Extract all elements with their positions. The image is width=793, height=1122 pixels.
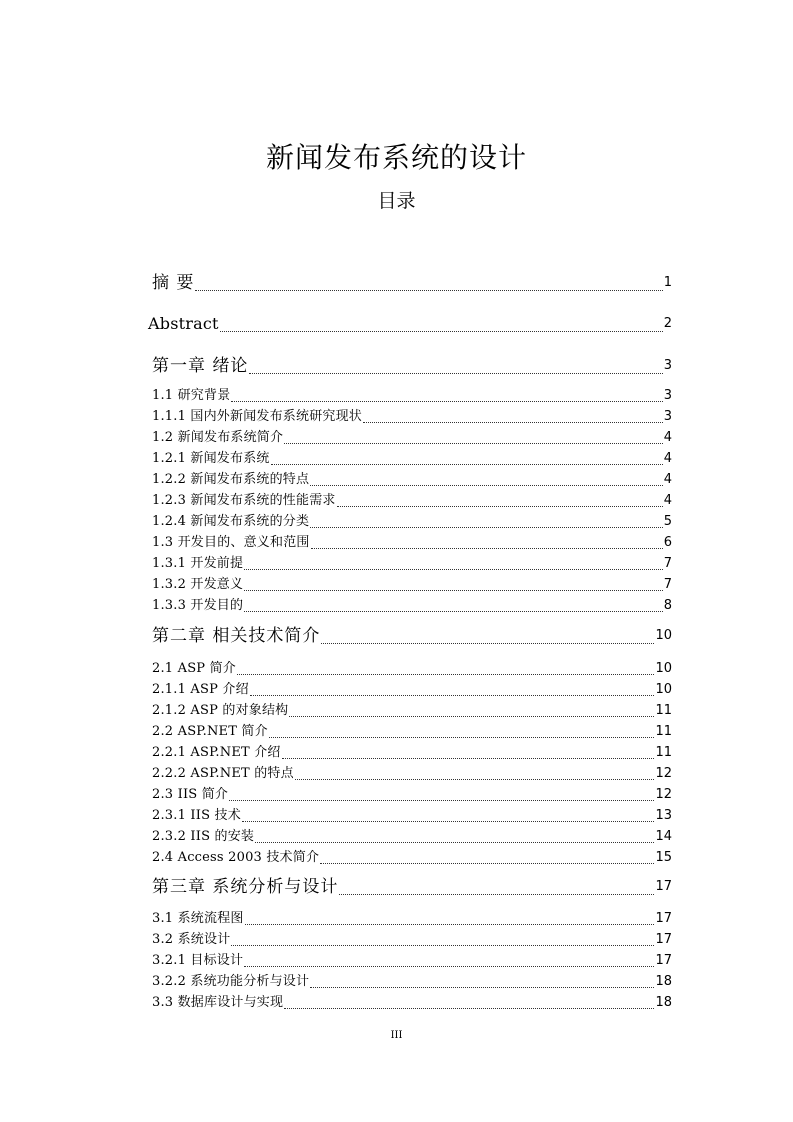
toc-entry-page: 8 — [663, 598, 672, 613]
toc-entry-label: 1.2 新闻发布系统简介 — [152, 430, 284, 445]
page-number: III — [390, 1030, 403, 1041]
toc-entry[interactable] — [152, 994, 672, 1012]
toc-leader-dots — [310, 471, 663, 486]
toc-leader-dots — [242, 807, 655, 822]
toc-leader-dots — [255, 828, 654, 843]
toc-entry[interactable] — [152, 576, 672, 594]
toc-entry-page: 17 — [655, 911, 672, 926]
toc-entry-label: 摘 要 — [152, 273, 195, 293]
toc-leader-dots — [244, 555, 663, 570]
toc-leader-dots — [229, 786, 654, 801]
toc-entry[interactable] — [148, 313, 672, 335]
toc-entry[interactable] — [152, 876, 672, 898]
toc-entry-label: 第一章 绪论 — [152, 356, 249, 376]
toc-entry-page: 4 — [663, 472, 672, 487]
toc-leader-dots — [245, 910, 655, 925]
toc-entry[interactable] — [152, 513, 672, 531]
toc-entry-label: 1.2.1 新闻发布系统 — [152, 451, 270, 466]
toc-entry-label: 3.3 数据库设计与实现 — [152, 995, 284, 1010]
toc-entry[interactable] — [152, 765, 672, 783]
toc-leader-dots — [320, 849, 654, 864]
toc-entry-page: 4 — [663, 493, 672, 508]
toc-entry[interactable] — [152, 952, 672, 970]
toc-entry-page: 4 — [663, 451, 672, 466]
toc-entry-page: 17 — [655, 879, 672, 894]
toc-entry-label: 2.1.1 ASP 介绍 — [152, 682, 249, 697]
toc-entry-label: 2.2.2 ASP.NET 的特点 — [152, 766, 294, 781]
toc-entry-label: 3.2.1 目标设计 — [152, 953, 244, 968]
toc-leader-dots — [195, 276, 662, 291]
toc-leader-dots — [310, 513, 663, 528]
toc-entry[interactable] — [152, 744, 672, 762]
toc-entry[interactable] — [152, 723, 672, 741]
toc-leader-dots — [282, 744, 655, 759]
toc-entry-page: 18 — [655, 974, 672, 989]
toc-entry[interactable] — [152, 555, 672, 573]
document-title: 新闻发布系统的设计 — [265, 141, 527, 174]
toc-leader-dots — [363, 408, 663, 423]
toc-entry-page: 10 — [655, 682, 672, 697]
toc-entry-label: 1.3 开发目的、意义和范围 — [152, 535, 310, 550]
toc-entry-page: 17 — [655, 953, 672, 968]
toc-entry-label: 第二章 相关技术简介 — [152, 626, 321, 646]
toc-leader-dots — [321, 629, 654, 644]
toc-entry-page: 5 — [663, 514, 672, 529]
toc-entry-page: 4 — [663, 430, 672, 445]
toc-entry-label: 3.2 系统设计 — [152, 932, 231, 947]
toc-entry-label: 2.3 IIS 简介 — [152, 787, 229, 802]
toc-entry-page: 11 — [655, 724, 672, 739]
toc-leader-dots — [271, 450, 663, 465]
toc-entry-page: 15 — [655, 850, 672, 865]
toc-entry[interactable] — [152, 973, 672, 991]
toc-entry-label: 1.3.1 开发前提 — [152, 556, 244, 571]
toc-leader-dots — [220, 317, 663, 332]
toc-entry[interactable] — [152, 660, 672, 678]
toc-leader-dots — [289, 702, 654, 717]
toc-entry-page: 2 — [663, 316, 672, 331]
toc-entry-page: 6 — [663, 535, 672, 550]
toc-entry-label: 第三章 系统分析与设计 — [152, 877, 339, 897]
toc-leader-dots — [284, 429, 663, 444]
toc-entry[interactable] — [152, 910, 672, 928]
toc-entry-page: 1 — [663, 275, 672, 290]
toc-entry[interactable] — [152, 429, 672, 447]
toc-leader-dots — [244, 952, 654, 967]
toc-entry-label: 1.1.1 国内外新闻发布系统研究现状 — [152, 409, 363, 424]
toc-entry-page: 11 — [655, 703, 672, 718]
toc-entry-label: 2.3.1 IIS 技术 — [152, 808, 241, 823]
toc-entry-label: 3.1 系统流程图 — [152, 911, 244, 926]
toc-entry[interactable] — [152, 786, 672, 804]
toc-entry-page: 3 — [663, 409, 672, 424]
toc-leader-dots — [244, 597, 663, 612]
toc-entry-page: 3 — [663, 358, 672, 373]
toc-entry[interactable] — [152, 450, 672, 468]
toc-entry-page: 18 — [655, 995, 672, 1010]
toc-entry-label: Abstract — [148, 314, 219, 333]
toc-entry[interactable] — [152, 355, 672, 377]
toc-entry-label: 2.1.2 ASP 的对象结构 — [152, 703, 289, 718]
toc-leader-dots — [295, 765, 655, 780]
toc-entry-page: 14 — [655, 829, 672, 844]
toc-leader-dots — [269, 723, 655, 738]
toc-entry-label: 2.3.2 IIS 的安装 — [152, 829, 255, 844]
toc-entry[interactable] — [152, 807, 672, 825]
toc-entry[interactable] — [152, 828, 672, 846]
toc-heading: 目录 — [377, 190, 416, 212]
toc-entry[interactable] — [152, 931, 672, 949]
toc-entry-page: 17 — [655, 932, 672, 947]
toc-leader-dots — [339, 880, 654, 895]
toc-entry[interactable] — [152, 272, 672, 294]
toc-leader-dots — [311, 534, 663, 549]
toc-entry-label: 1.3.2 开发意义 — [152, 577, 244, 592]
toc-entry[interactable] — [152, 408, 672, 426]
toc-entry[interactable] — [152, 702, 672, 720]
toc-entry-label: 1.2.4 新闻发布系统的分类 — [152, 514, 310, 529]
toc-leader-dots — [231, 931, 654, 946]
toc-entry-label: 2.4 Access 2003 技术简介 — [152, 850, 320, 865]
toc-entry-page: 12 — [655, 766, 672, 781]
toc-entry[interactable] — [152, 492, 672, 510]
toc-entry-page: 7 — [663, 577, 672, 592]
toc-entry-label: 2.2 ASP.NET 简介 — [152, 724, 268, 739]
toc-entry[interactable] — [152, 597, 672, 615]
toc-leader-dots — [244, 576, 663, 591]
toc-leader-dots — [337, 492, 663, 507]
toc-leader-dots — [237, 660, 654, 675]
toc-entry[interactable] — [152, 387, 672, 405]
toc-leader-dots — [284, 994, 654, 1009]
toc-leader-dots — [249, 359, 662, 374]
toc-entry-page: 11 — [655, 745, 672, 760]
toc-entry-label: 2.2.1 ASP.NET 介绍 — [152, 745, 281, 760]
toc-entry[interactable] — [152, 681, 672, 699]
toc-entry-page: 10 — [655, 661, 672, 676]
toc-entry[interactable] — [152, 849, 672, 867]
toc-entry-label: 1.1 研究背景 — [152, 388, 231, 403]
toc-entry-label: 1.3.3 开发目的 — [152, 598, 244, 613]
toc-entry-label: 2.1 ASP 简介 — [152, 661, 236, 676]
toc-entry-label: 3.2.2 系统功能分析与设计 — [152, 974, 310, 989]
toc-entry-label: 1.2.3 新闻发布系统的性能需求 — [152, 493, 336, 508]
toc-entry-page: 12 — [655, 787, 672, 802]
toc-entry[interactable] — [152, 534, 672, 552]
toc-entry[interactable] — [152, 471, 672, 489]
toc-entry-page: 3 — [663, 388, 672, 403]
toc-entry[interactable] — [152, 625, 672, 647]
toc-leader-dots — [231, 387, 662, 402]
toc-leader-dots — [310, 973, 654, 988]
toc-entry-page: 10 — [655, 628, 672, 643]
toc-entry-page: 13 — [655, 808, 672, 823]
toc-entry-label: 1.2.2 新闻发布系统的特点 — [152, 472, 310, 487]
toc-leader-dots — [250, 681, 655, 696]
toc-entry-page: 7 — [663, 556, 672, 571]
